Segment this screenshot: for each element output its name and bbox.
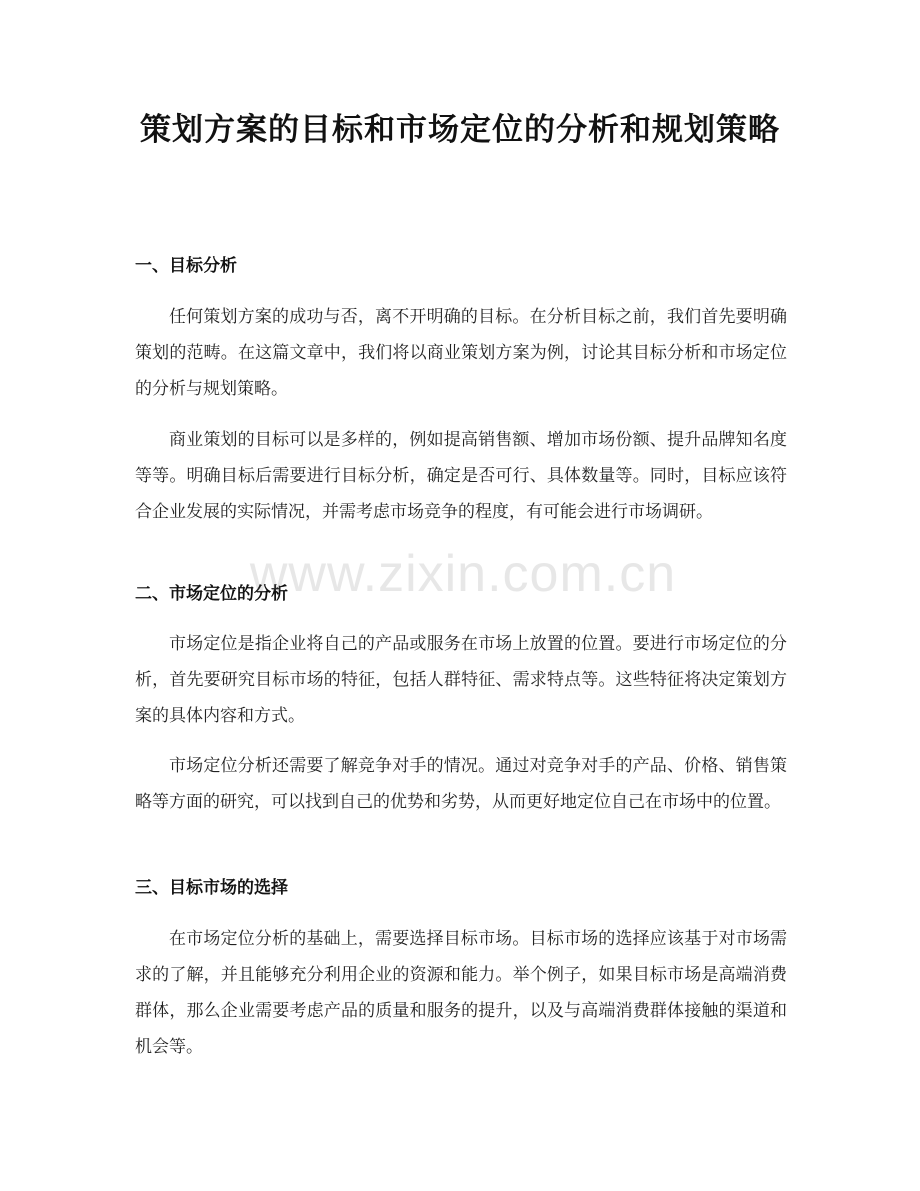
paragraph: 在市场定位分析的基础上，需要选择目标市场。目标市场的选择应该基于对市场需求的了解，并且能够充分利用企业的资源和能力。举个例子，如果目标市场是高端消费群体，那么企业需要考虑产品的质量和服务的提升，以及与高端消费群体接触的渠道和机会等。 bbox=[135, 929, 787, 1057]
document-title: 策划方案的目标和市场定位的分析和规划策略 bbox=[140, 112, 780, 148]
paragraph: 商业策划的目标可以是多样的，例如提高销售额、增加市场份额、提升品牌知名度等等。明确目标后需要进行目标分析，确定是否可行、具体数量等。同时，目标应该符合企业发展的实际情况，并需考虑市场竞争的程度，有可能会进行市场调研。 bbox=[135, 430, 787, 522]
paragraph: 市场定位分析还需要了解竞争对手的情况。通过对竞争对手的产品、价格、销售策略等方面的研究，可以找到自己的优势和劣势，从而更好地定位自己在市场中的位置。 bbox=[135, 756, 787, 812]
section-heading-target-market: 三、目标市场的选择 bbox=[135, 878, 288, 898]
paragraph: 市场定位是指企业将自己的产品或服务在市场上放置的位置。要进行市场定位的分析，首先要研究目标市场的特征，包括人群特征、需求特点等。这些特征将决定策划方案的具体内容和方式。 bbox=[135, 634, 787, 726]
watermark: www.zixin.com.cn bbox=[249, 545, 677, 603]
paragraph: 任何策划方案的成功与否，离不开明确的目标。在分析目标之前，我们首先要明确策划的范畴。在这篇文章中，我们将以商业策划方案为例，讨论其目标分析和市场定位的分析与规划策略。 bbox=[135, 307, 787, 399]
section-heading-market-positioning: 二、市场定位的分析 bbox=[135, 584, 288, 604]
section-heading-goal-analysis: 一、目标分析 bbox=[135, 256, 237, 276]
